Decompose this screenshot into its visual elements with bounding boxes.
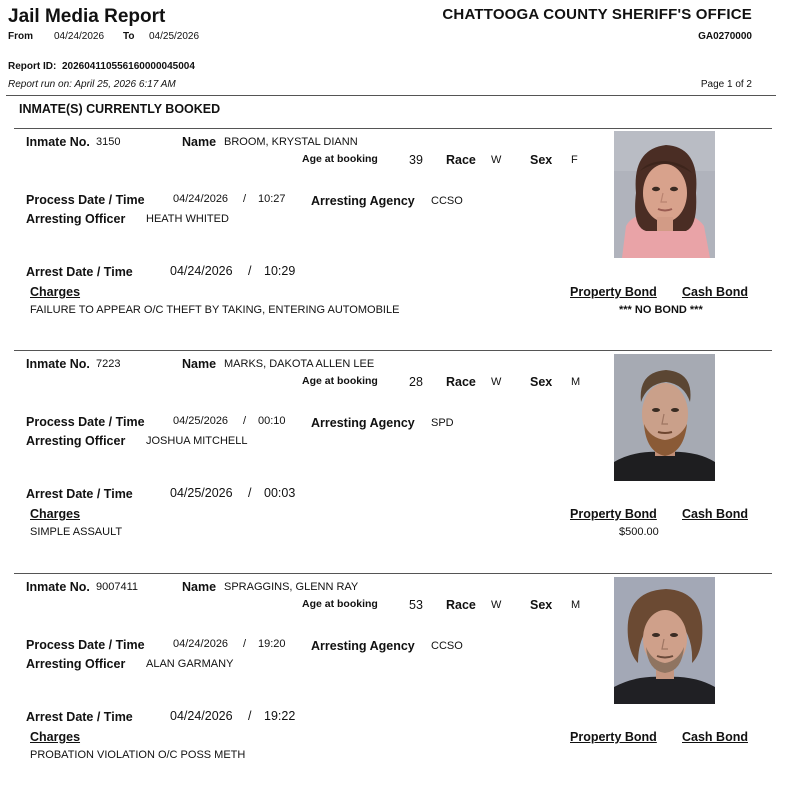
inmate-no: 3150 — [96, 136, 121, 148]
arrest-date: 04/25/2026 — [170, 486, 233, 500]
process-date: 04/25/2026 — [173, 415, 229, 427]
inmate-no: 7223 — [96, 358, 121, 370]
arrest-sep: / — [248, 486, 252, 500]
page-number: Page 1 of 2 — [700, 79, 752, 90]
cash-bond-header: Cash Bond — [682, 285, 748, 299]
arrest-time: 00:03 — [264, 486, 296, 500]
ori-code: GA0270000 — [698, 31, 752, 42]
race-label: Race — [446, 375, 476, 389]
arrest-label: Arrest Date / Time — [26, 487, 133, 501]
to-date: 04/25/2026 — [149, 31, 200, 42]
inmate-no-label: Inmate No. — [26, 135, 90, 149]
arresting-officer-label: Arresting Officer — [26, 657, 126, 671]
process-time: 19:20 — [258, 638, 286, 650]
age-value: 28 — [409, 375, 423, 389]
cash-bond-header: Cash Bond — [682, 507, 748, 521]
charges-text: PROBATION VIOLATION O/C POSS METH — [30, 749, 246, 761]
inmate-record — [0, 445, 790, 795]
sex-label: Sex — [530, 153, 553, 167]
inmate-name: SPRAGGINS, GLENN RAY — [224, 581, 359, 593]
race-value: W — [491, 154, 502, 166]
race-label: Race — [446, 598, 476, 612]
arrest-sep: / — [248, 709, 252, 723]
process-sep: / — [243, 415, 247, 427]
charges-text: FAILURE TO APPEAR O/C THEFT BY TAKING, ENTERING AUTOMOBILE — [30, 304, 400, 316]
process-sep: / — [243, 193, 247, 205]
process-label: Process Date / Time — [26, 638, 145, 652]
age-label: Age at booking — [302, 375, 378, 387]
sex-value: F — [571, 154, 578, 166]
report-title: Jail Media Report — [8, 6, 166, 27]
process-sep: / — [243, 638, 247, 650]
charges-header: Charges — [30, 507, 81, 521]
inmate-name: MARKS, DAKOTA ALLEN LEE — [224, 358, 375, 370]
process-date: 04/24/2026 — [173, 638, 229, 650]
arresting-agency: SPD — [431, 417, 454, 429]
arresting-officer: JOSHUA MITCHELL — [146, 435, 248, 447]
process-label: Process Date / Time — [26, 193, 145, 207]
bond-amount: *** NO BOND *** — [619, 304, 703, 316]
arresting-agency-label: Arresting Agency — [311, 639, 415, 653]
inmate-no: 9007411 — [96, 581, 139, 593]
race-value: W — [491, 599, 502, 611]
arresting-agency: CCSO — [431, 640, 463, 652]
arrest-time: 19:22 — [264, 709, 296, 723]
arrest-label: Arrest Date / Time — [26, 710, 133, 724]
arresting-agency: CCSO — [431, 195, 463, 207]
report-id: 202604110556160000045004 — [62, 61, 195, 72]
inmate-name: BROOM, KRYSTAL DIANN — [224, 136, 358, 148]
arresting-agency-label: Arresting Agency — [311, 416, 415, 430]
inmate-no-label: Inmate No. — [26, 357, 90, 371]
arresting-officer-label: Arresting Officer — [26, 212, 126, 226]
property-bond-header: Property Bond — [570, 507, 657, 521]
arrest-time: 10:29 — [264, 264, 296, 278]
sex-value: M — [571, 376, 581, 388]
arrest-sep: / — [248, 264, 252, 278]
charges-text: SIMPLE ASSAULT — [30, 526, 123, 538]
age-label: Age at booking — [302, 598, 378, 610]
agency-name: CHATTOOGA COUNTY SHERIFF'S OFFICE — [442, 6, 752, 23]
report-id-label: Report ID: — [8, 61, 57, 72]
age-value: 53 — [409, 598, 423, 612]
sex-label: Sex — [530, 598, 553, 612]
charges-header: Charges — [30, 730, 81, 744]
property-bond-header: Property Bond — [570, 285, 657, 299]
inmate-photo — [614, 577, 715, 704]
arresting-officer-label: Arresting Officer — [26, 434, 126, 448]
process-time: 10:27 — [258, 193, 286, 205]
from-date: 04/24/2026 — [54, 31, 105, 42]
to-label: To — [123, 31, 135, 42]
inmate-no-label: Inmate No. — [26, 580, 90, 594]
property-bond-header: Property Bond — [570, 730, 657, 744]
section-title: INMATE(S) CURRENTLY BOOKED — [19, 102, 221, 116]
arresting-officer: HEATH WHITED — [146, 213, 229, 225]
age-value: 39 — [409, 153, 423, 167]
arrest-date: 04/24/2026 — [170, 709, 233, 723]
process-time: 00:10 — [258, 415, 286, 427]
process-date: 04/24/2026 — [173, 193, 229, 205]
cash-bond-header: Cash Bond — [682, 730, 748, 744]
from-label: From — [8, 31, 33, 42]
arresting-agency-label: Arresting Agency — [311, 194, 415, 208]
sex-label: Sex — [530, 375, 553, 389]
arrest-label: Arrest Date / Time — [26, 265, 133, 279]
report-run-on: Report run on: April 25, 2026 6:17 AM — [8, 79, 176, 90]
name-label: Name — [182, 357, 217, 371]
race-value: W — [491, 376, 502, 388]
sex-value: M — [571, 599, 581, 611]
arresting-officer: ALAN GARMANY — [146, 658, 234, 670]
process-label: Process Date / Time — [26, 415, 145, 429]
bond-amount: $500.00 — [619, 526, 659, 538]
name-label: Name — [182, 135, 217, 149]
age-label: Age at booking — [302, 153, 378, 165]
arrest-date: 04/24/2026 — [170, 264, 233, 278]
charges-header: Charges — [30, 285, 81, 299]
name-label: Name — [182, 580, 217, 594]
race-label: Race — [446, 153, 476, 167]
